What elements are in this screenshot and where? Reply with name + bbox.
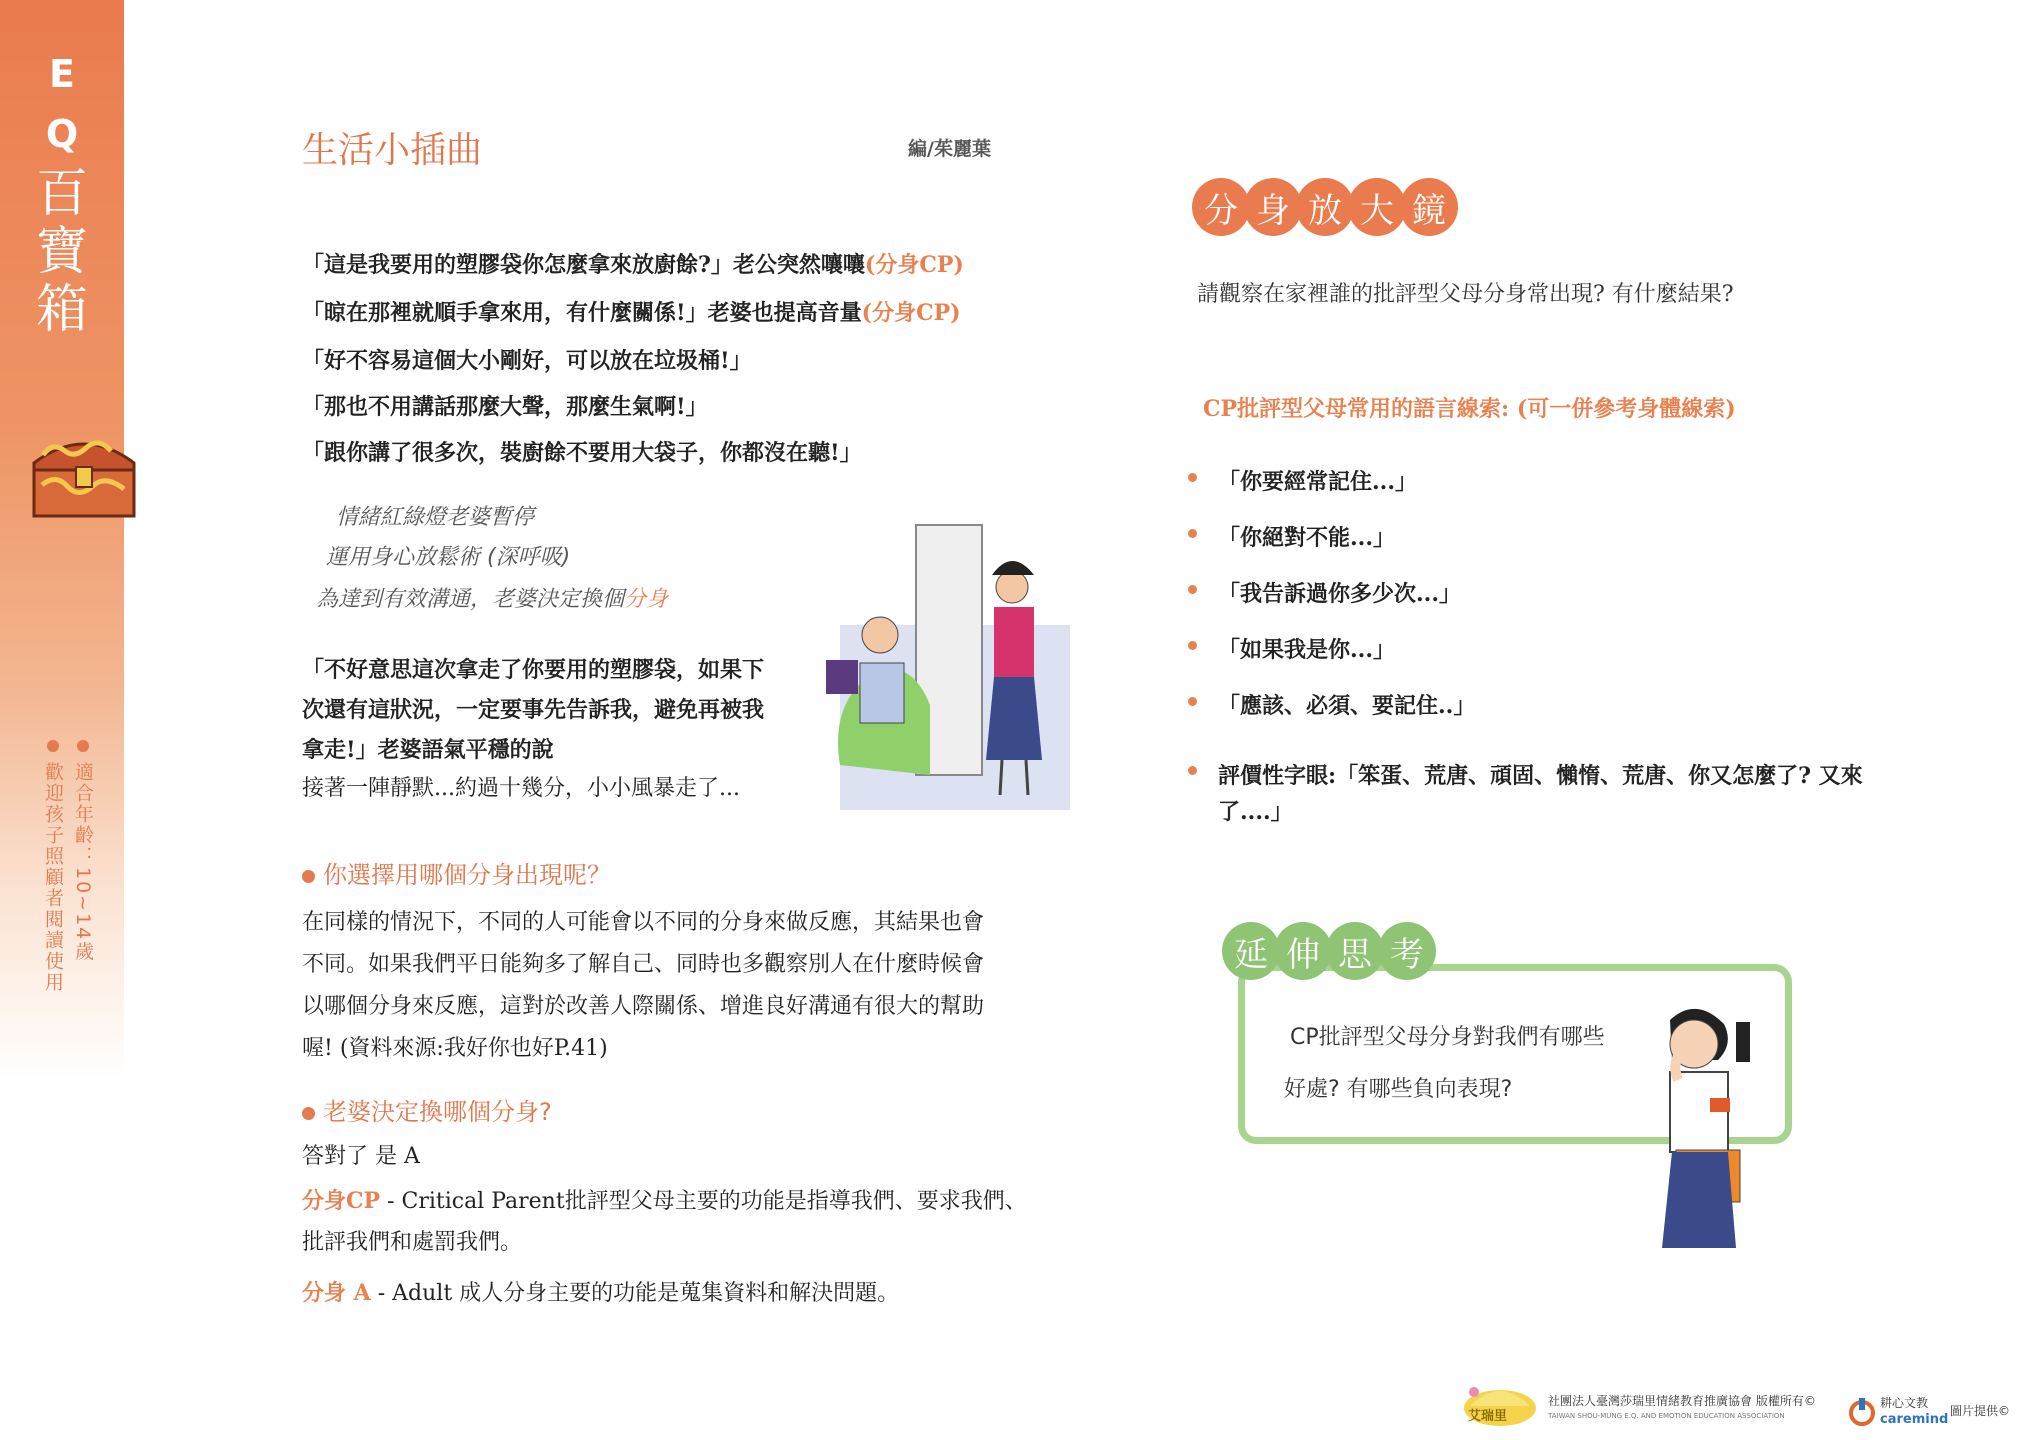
thinking-girl-illustration [1618,1000,1768,1250]
cue-bullet-4: 「如果我是你...」 [1218,633,1395,664]
copyright-en-text: TAIWAN SHOU-MUNG E.Q. AND EMOTION EDUCATION ASSOCIATION [1548,1412,1785,1420]
silence-line: 接著一陣靜默...約過十幾分，小小風暴走了... [302,776,740,801]
cue-bullet-2: 「你絕對不能...」 [1218,521,1395,552]
extend-heading [1222,922,1430,980]
italic-note-1: 情緒紅綠燈老婆暫停 [336,505,535,530]
section1-line-2: 不同。如果我們平日能夠多了解自己、同時也多觀察別人在什麼時候會 [302,952,985,977]
logo-text: 艾瑞里 [1468,1409,1508,1424]
cue-bullet-1: 「你要經常記住...」 [1218,465,1417,496]
sidebar-dot-icon [77,740,89,752]
copyright-text: 社團法人臺灣莎瑞里情緒教育推廣協會 版權所有© [1548,1394,1816,1408]
extend-char-4: 考 [1378,922,1436,980]
magnifier-char-5: 鏡 [1400,178,1458,236]
sidebar-title-char-2: 寶 [35,222,88,282]
magnifier-question: 請觀察在家裡誰的批評型父母分身常出現? 有什麼結果? [1197,282,1734,307]
heading-dot-icon [302,870,315,883]
dialogue-line-2: 「晾在那裡就順手拿來用，有什麼關係!」老婆也提高音量(分身CP) [302,300,961,326]
section-heading-choose-avatar: 你選擇用哪個分身出現呢？ [302,855,611,890]
sidebar-letter-e: E [49,52,75,96]
magnifier-char-1: 分 [1192,178,1250,236]
caremind-logo-icon [1848,1396,1876,1426]
answer-line: 答對了 是 A [302,1144,420,1169]
sidebar-banner [0,0,124,1440]
cue-bullet-3: 「我告訴過你多少次...」 [1218,577,1461,608]
a-definition-line: 分身 A - Adult 成人分身主要的功能是蒐集資料和解決問題。 [302,1280,900,1306]
sidebar-title-char-1: 百 [35,164,88,224]
caremind-en-text: caremind [1880,1412,1949,1427]
italic-note-3: 為達到有效溝通，老婆決定換個分身 [316,587,669,612]
cue-bullet-5: 「應該、必須、要記住..」 [1218,689,1475,720]
dialogue-line-1: 「這是我要用的塑膠袋你怎麼拿來放廚餘?」老公突然嚷嚷(分身CP) [302,252,964,278]
treasure-chest-icon [28,425,140,520]
section1-line-3: 以哪個分身來反應，這對於改善人際關係、增進良好溝通有很大的幫助 [302,994,985,1019]
extend-line-2: 好處? 有哪些負向表現? [1284,1077,1513,1102]
language-cues-subheading: CP批評型父母常用的語言線索: (可一併參考身體線索) [1203,396,1736,422]
extend-line-1: CP批評型父母分身對我們有哪些 [1290,1025,1605,1050]
sidebar-age-text: 適合年齡：10~14歲 [70,740,97,962]
dialogue-line-5: 「跟你講了很多次，裝廚餘不要用大袋子，你都沒在聽!」 [302,440,862,466]
magnifier-heading [1192,178,1452,236]
section-heading-wife-avatar: 老婆決定換哪個分身? [302,1092,552,1127]
page-title: 生活小插曲 [302,130,483,171]
section1-line-4: 喔! (資料來源:我好你也好P.41) [302,1036,608,1061]
couple-illustration [820,495,1070,810]
sidebar-reader-text: 歡迎孩子照顧者閱讀使用 [40,740,67,993]
sidebar-letter-q: Q [45,112,79,156]
extend-char-1: 延 [1222,922,1280,980]
extend-char-3: 思 [1326,922,1384,980]
evaluation-words-bullet: 評價性字眼:「笨蛋、荒唐、頑固、懶惰、荒唐、你又怎麼了? 又來 了....」 [1218,758,1908,830]
caremind-cn-text: 耕心文教 [1880,1396,1929,1410]
dialogue-line-3: 「好不容易這個大小剛好，可以放在垃圾桶!」 [302,348,752,374]
sidebar-title-char-3: 箱 [35,280,88,340]
extend-char-2: 伸 [1274,922,1332,980]
section1-line-1: 在同樣的情況下，不同的人可能會以不同的分身來做反應，其結果也會 [302,910,985,935]
cp-definition-line-1: 分身CP - Critical Parent批評型父母主要的功能是指導我們、要求我們、 [302,1188,1027,1214]
author-credit: 編/茱麗葉 [908,138,991,160]
dialogue-line-4: 「那也不用講話那麼大聲，那麼生氣啊!」 [302,394,708,420]
sidebar-dot-icon [47,740,59,752]
italic-note-2: 運用身心放鬆術 (深呼吸) [326,545,571,570]
heading-dot-icon [302,1107,315,1120]
calm-speech-paragraph: 「不好意思這次拿走了你要用的塑膠袋，如果下次還有這狀況，一定要事先告訴我，避免再被我拿走!」老婆語氣平穩的說 [302,657,765,763]
image-credit-text: 圖片提供© [1950,1404,2011,1418]
magnifier-char-3: 放 [1296,178,1354,236]
cp-definition-line-2: 批評我們和處罰我們。 [302,1230,523,1255]
magnifier-char-4: 大 [1348,178,1406,236]
magnifier-char-2: 身 [1244,178,1302,236]
